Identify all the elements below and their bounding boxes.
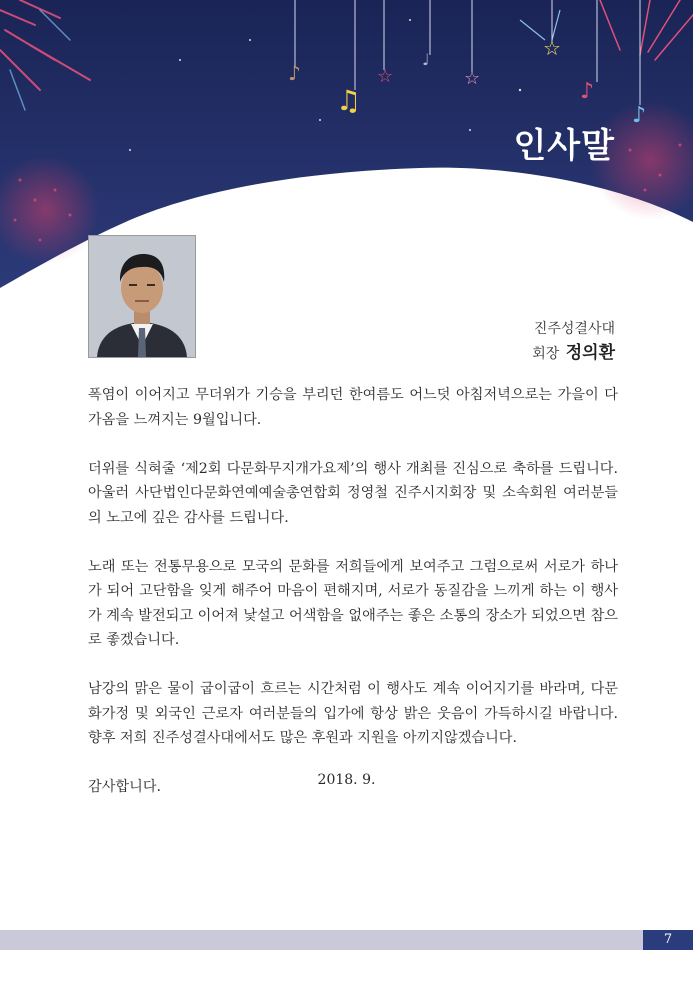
svg-text:♫: ♫ bbox=[336, 84, 362, 117]
svg-text:♪: ♪ bbox=[288, 61, 301, 85]
signature-name: 정의환 bbox=[565, 343, 615, 363]
svg-text:♪: ♪ bbox=[580, 79, 595, 104]
paragraph: 노래 또는 전통무용으로 모국의 문화를 저희들에게 보여주고 그럼으로써 서로가 하나가 되어 고단함을 잊게 해주어 마음이 편해지며, 서로가 동질감을 느끼게 하는 이 행사가 계속 발전되고 이어져 낯설고 어색함을 없애주는 좋은 소통의 장소가 되었으면 참으로 좋겠습니다. bbox=[88, 558, 618, 648]
svg-text:☆: ☆ bbox=[464, 68, 481, 89]
svg-text:☆: ☆ bbox=[377, 66, 394, 87]
greeting-body bbox=[88, 383, 618, 824]
page-title: 인사말 bbox=[513, 126, 615, 166]
paragraph: 더위를 식혀줄 ‘제2회 다문화무지개가요제’의 행사 개최를 진심으로 축하를 드립니다. 아울러 사단법인다문화연예예술총연합회 정영철 진주시지회장 및 소속회원 여러분들의 노고에 깊은 감사를 드립니다. bbox=[88, 460, 618, 526]
paragraph: 폭염이 이어지고 무더위가 기승을 부리던 한여름도 어느덧 아침저녁으로는 가을이 다가옴을 느껴지는 9월입니다. bbox=[88, 387, 618, 428]
portrait-photo bbox=[88, 235, 196, 358]
svg-text:☆: ☆ bbox=[543, 36, 561, 60]
svg-text:♪: ♪ bbox=[632, 103, 647, 128]
signature-organization: 진주성결사대 bbox=[533, 321, 615, 337]
paragraph: 남강의 맑은 물이 굽이굽이 흐르는 시간처럼 이 행사도 계속 이어지기를 바라며, 다문화가정 및 외국인 근로자 여러분들의 입가에 항상 밝은 웃음이 가득하시길 바랍니다. 향후 저희 진주성결사대에서도 많은 후원과 지원을 아끼지않겠습니다. bbox=[88, 681, 618, 746]
svg-text:♩: ♩ bbox=[422, 50, 430, 69]
signature-block bbox=[532, 318, 615, 367]
closing-line: 감사합니다. bbox=[88, 779, 162, 795]
signature-role: 회장 bbox=[532, 346, 560, 362]
page-number: 7 bbox=[643, 930, 693, 950]
footer-bar bbox=[0, 930, 643, 950]
date: 2018. 9. bbox=[317, 772, 376, 788]
